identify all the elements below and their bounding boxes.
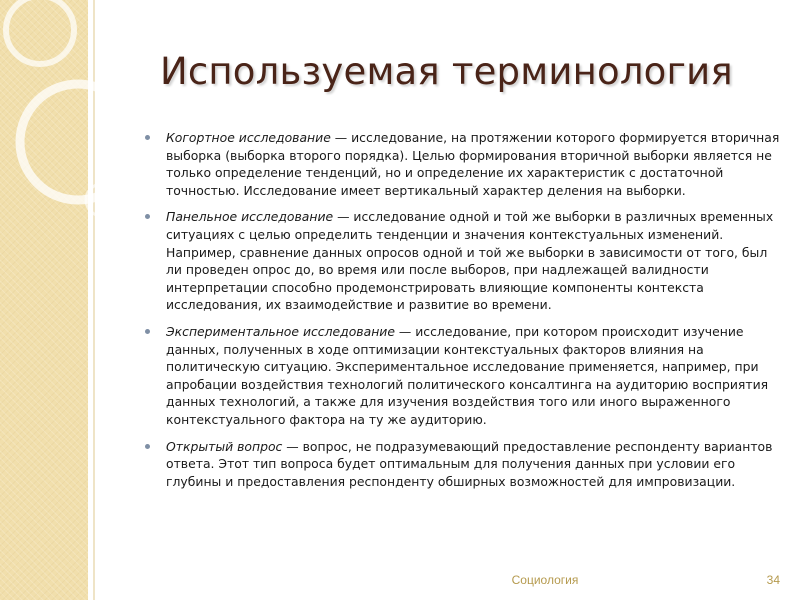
slide-title: Используемая терминология <box>160 50 733 93</box>
decorative-divider-shadow <box>93 0 95 600</box>
list-item <box>145 129 785 199</box>
terminology-list <box>145 129 785 499</box>
bullet-icon <box>145 329 150 334</box>
footer-subject: Социология <box>511 573 579 587</box>
term-definition: — исследование одной и той же выборки в различных временных ситуациях с целью определить тенденции и значения контекстуальных изменений. Например, сравнение данных опросов одной и той же выборки в зависимости от того, был ли проведен опрос до, во время или после выборов, при надлежащей валидности интерпретации способно продемонстрировать влияющие компоненты контекста исследования, их взаимодействие и развитие во времени. <box>166 209 774 313</box>
term-definition: — вопрос, не подразумевающий предоставление респонденту вариантов ответа. Этот тип вопроса будет оптимальным для получения данных при условии его глубины и предоставления респонденту обширных возможностей для импровизации. <box>166 438 773 489</box>
list-item <box>145 438 785 491</box>
term-definition: — исследование, при котором происходит изучение данных, полученных в ходе оптимизации контекстуальных факторов влияния на политическую ситуацию. Экспериментальное исследование применяется, например, при апробации воздействия технологий политического консалтинга на аудиторию восприятия данных технологий, а также для изучения воздействия того или иного выраженного контекстуального фактора на ту же аудиторию. <box>166 323 769 427</box>
bullet-icon <box>145 214 150 219</box>
term-name: Когортное исследование <box>166 130 331 145</box>
bullet-icon <box>145 135 150 140</box>
bullet-icon <box>145 444 150 449</box>
term-name: Панельное исследование <box>166 209 334 225</box>
page-number: 34 <box>766 573 780 587</box>
term-definition: — исследование, на протяжении которого формируется вторичная выборка (выборка второго порядка). Целью формирования вторичной выборки является не только определение тенденций, но и определение их характеристик с достаточной точностью. Исследование имеет вертикальный характер деления на выборки. <box>166 130 780 198</box>
term-name: Экспериментальное исследование <box>166 323 395 339</box>
term-name: Открытый вопрос <box>166 438 283 454</box>
decorative-side-band <box>0 0 88 600</box>
list-item <box>145 208 785 314</box>
list-item <box>145 323 785 429</box>
